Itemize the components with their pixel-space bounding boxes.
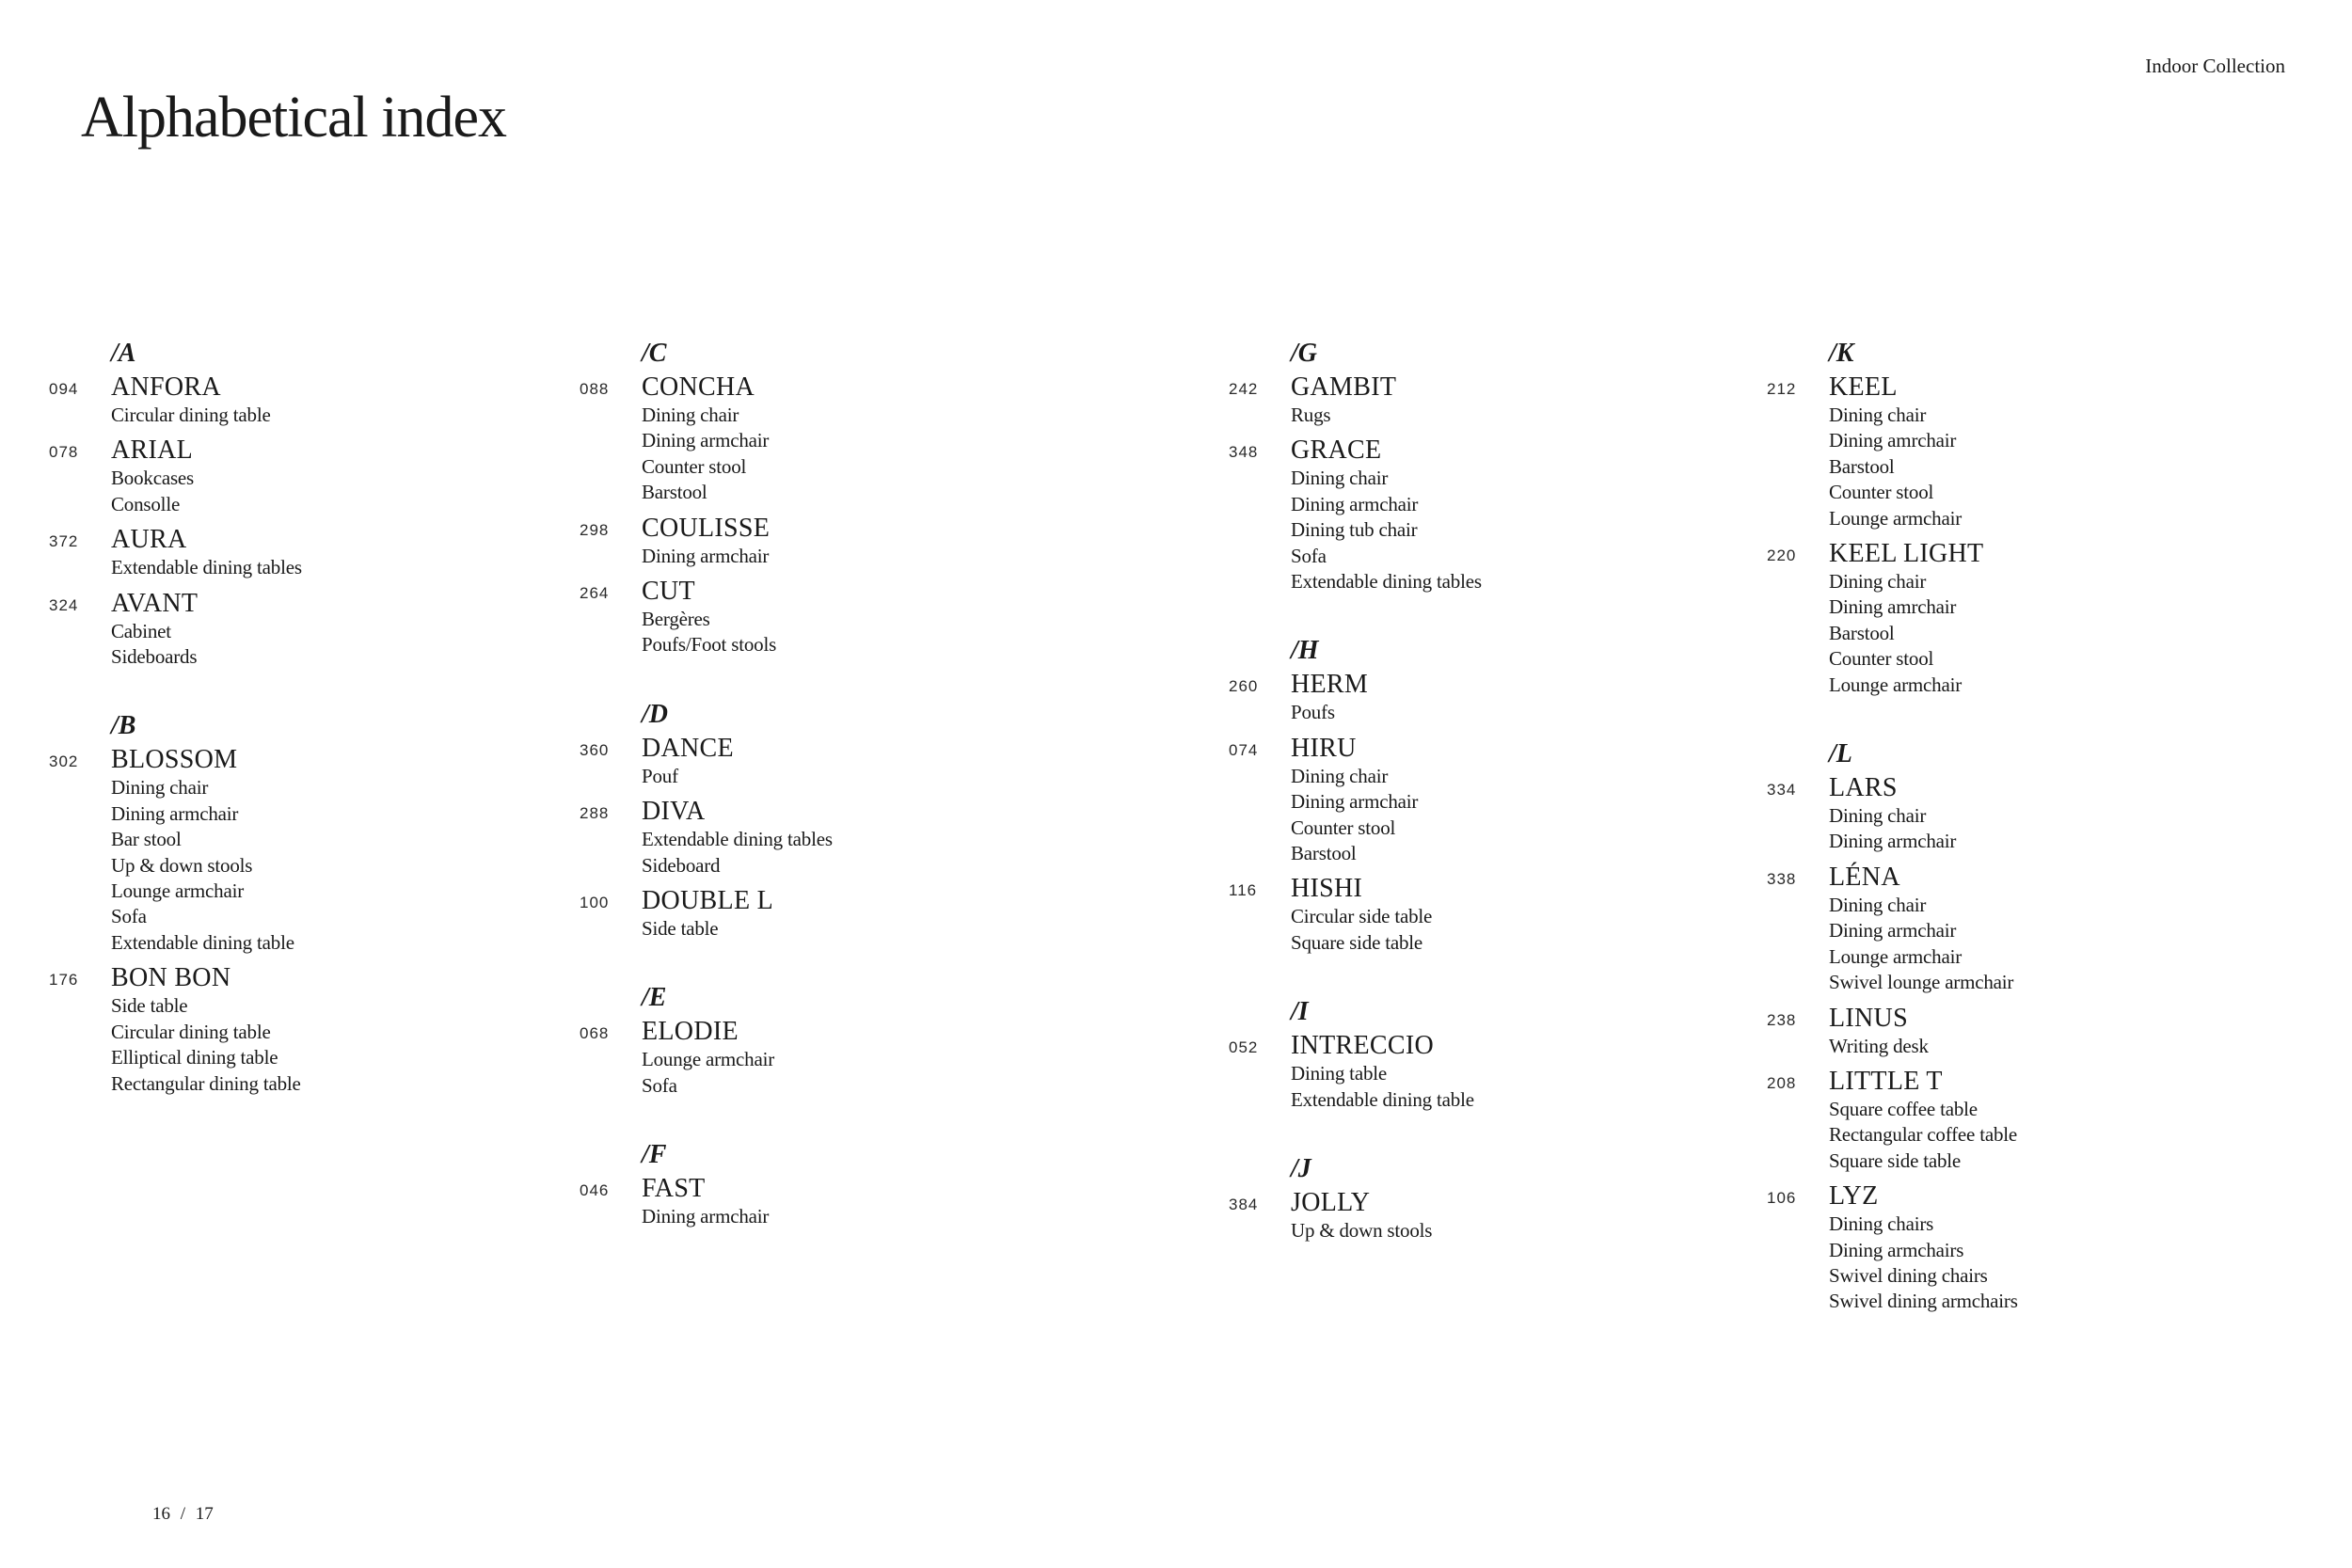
entry-page-number: 348 (1229, 443, 1259, 462)
entry-name: COULISSE (642, 513, 771, 543)
index-entry (1767, 1066, 2230, 1174)
entry-item: Barstool (642, 481, 707, 504)
entry-items (111, 555, 512, 580)
entry-item: Elliptical dining table (111, 1046, 278, 1069)
entry-item: Cabinet (111, 619, 171, 642)
entry-item: Side table (642, 917, 719, 941)
entry-page-number: 212 (1767, 380, 1797, 398)
entry-item: Lounge armchair (111, 879, 245, 903)
index-entry (580, 1017, 1042, 1099)
entry-name: LINUS (1829, 1003, 1908, 1033)
entry-name: JOLLY (1291, 1188, 1371, 1218)
entry-item: Circular dining table (111, 404, 271, 426)
entry-name: AURA (111, 525, 187, 555)
entry-item: Counter stool (1291, 816, 1396, 839)
letter-heading: /C (642, 339, 667, 368)
entry-items (642, 827, 1042, 879)
entry-name: LITTLE T (1829, 1066, 1943, 1096)
entry-name: LYZ (1829, 1181, 1879, 1212)
entry-item: Square side table (1829, 1148, 1962, 1172)
entry-item: Sofa (111, 905, 147, 928)
entry-page-number: 338 (1767, 869, 1797, 888)
entry-items (1291, 764, 1692, 867)
entry-name: LARS (1829, 773, 1898, 803)
entry-item: Dining armchair (1829, 919, 1957, 942)
entry-name: DIVA (642, 797, 706, 827)
entry-item: Dining armchair (1291, 492, 1419, 515)
entry-item: Extendable dining table (111, 930, 294, 954)
entry-items (1829, 403, 2230, 531)
entry-name: DOUBLE L (642, 886, 774, 916)
index-entry (49, 372, 512, 428)
entry-item: Dining table (1291, 1062, 1387, 1085)
index-column (1229, 335, 1692, 1282)
entry-page-number: 078 (49, 443, 79, 462)
entry-items (1829, 569, 2230, 698)
index-entry (580, 733, 1042, 789)
entry-item: Dining chair (111, 776, 209, 800)
entry-items (111, 775, 512, 956)
entry-items (1291, 1218, 1692, 1243)
entry-item: Barstool (1829, 454, 1895, 478)
entry-item: Square side table (1291, 930, 1423, 954)
index-column (49, 335, 512, 1134)
entry-page-number: 052 (1229, 1038, 1259, 1057)
entry-item: Swivel dining armchairs (1829, 1290, 2018, 1313)
letter-group (1229, 335, 1692, 594)
entry-page-number: 384 (1229, 1196, 1259, 1214)
index-entry (580, 372, 1042, 506)
index-entry (49, 525, 512, 580)
entry-items (1829, 1034, 2230, 1059)
entry-item: Dining armchairs (1829, 1238, 1964, 1261)
letter-heading: /F (642, 1140, 667, 1170)
entry-page-number: 046 (580, 1181, 610, 1200)
entry-item: Counter stool (1829, 481, 1934, 504)
letter-group (580, 696, 1042, 942)
entry-page-number: 242 (1229, 380, 1259, 398)
entry-item: Sofa (642, 1073, 677, 1097)
entry-item: Rectangular coffee table (1829, 1123, 2018, 1147)
letter-heading: /E (642, 983, 667, 1013)
entry-name: HERM (1291, 670, 1369, 700)
entry-items (642, 1204, 1042, 1229)
entry-item: Sideboards (111, 645, 198, 669)
letter-heading: /L (1829, 739, 1852, 769)
entry-items (111, 993, 512, 1097)
index-column (580, 335, 1042, 1268)
entry-name: BLOSSOM (111, 745, 238, 775)
entry-name: HIRU (1291, 733, 1357, 763)
index-entry (1229, 874, 1692, 956)
index-entry (1767, 862, 2230, 996)
letter-heading: /A (111, 339, 136, 368)
index-entry (1229, 372, 1692, 428)
entry-item: Extendable dining tables (1291, 570, 1482, 594)
entry-name: GRACE (1291, 436, 1382, 466)
entry-name: GAMBIT (1291, 372, 1397, 402)
entry-name: KEEL (1829, 372, 1898, 402)
entry-item: Circular dining table (111, 1020, 271, 1043)
entry-name: CONCHA (642, 372, 755, 402)
entry-item: Dining armchair (642, 429, 770, 452)
letter-heading: /D (642, 699, 668, 729)
letter-group (580, 335, 1042, 658)
entry-item: Dining chair (1829, 804, 1927, 828)
entry-item: Dining chair (1829, 404, 1927, 426)
entry-item: Bar stool (111, 828, 182, 851)
entry-items (1291, 466, 1692, 594)
entry-items (1291, 403, 1692, 428)
entry-name: CUT (642, 577, 695, 607)
entry-page-number: 100 (580, 894, 610, 912)
index-column (1767, 335, 2230, 1353)
entry-page-number: 298 (580, 520, 610, 539)
entry-item: Dining chair (1829, 893, 1927, 916)
collection-label: Indoor Collection (2145, 55, 2285, 77)
entry-item: Poufs/Foot stools (642, 633, 777, 657)
entry-item: Side table (111, 994, 188, 1018)
entry-page-number: 288 (580, 804, 610, 823)
entry-item: Dining chair (1291, 764, 1389, 787)
entry-item: Bergères (642, 608, 710, 631)
entry-item: Lounge armchair (1829, 944, 1963, 968)
entry-name: DANCE (642, 733, 734, 763)
entry-name: HISHI (1291, 874, 1363, 904)
index-entry (1229, 1031, 1692, 1113)
entry-name: LÉNA (1829, 862, 1900, 892)
entry-item: Barstool (1291, 842, 1357, 865)
index-entry (49, 588, 512, 671)
entry-page-number: 238 (1767, 1010, 1797, 1029)
entry-item: Swivel lounge armchair (1829, 971, 2014, 994)
index-entry (1767, 539, 2230, 698)
entry-item: Writing desk (1829, 1034, 1929, 1057)
entry-page-number: 260 (1229, 677, 1259, 696)
entry-item: Dining armchair (1291, 790, 1419, 814)
entry-items (642, 764, 1042, 789)
entry-item: Poufs (1291, 701, 1335, 724)
entry-item: Dining armchair (111, 801, 239, 825)
letter-heading: /H (1291, 636, 1319, 666)
entry-item: Dining chairs (1829, 1212, 1934, 1236)
entry-item: Swivel dining chairs (1829, 1263, 1988, 1287)
entry-items (1291, 700, 1692, 725)
entry-item: Dining chair (642, 404, 739, 426)
entry-item: Dining armchair (642, 1205, 770, 1228)
entry-item: Lounge armchair (1829, 506, 1963, 530)
page-title: Alphabetical index (81, 86, 506, 150)
entry-item: Counter stool (1829, 647, 1934, 671)
letter-heading: /I (1291, 997, 1309, 1027)
entry-page-number: 220 (1767, 546, 1797, 565)
letter-group (1767, 335, 2230, 698)
entry-page-number: 334 (1767, 781, 1797, 800)
entry-items (1829, 1212, 2230, 1315)
entry-items (1291, 904, 1692, 956)
index-entry (1767, 1181, 2230, 1315)
entry-name: INTRECCIO (1291, 1031, 1435, 1061)
entry-page-number: 372 (49, 532, 79, 551)
index-entry (580, 577, 1042, 658)
entry-item: Rectangular dining table (111, 1071, 301, 1095)
entry-page-number: 088 (580, 380, 610, 398)
entry-page-number: 106 (1767, 1189, 1797, 1208)
index-entry (580, 1174, 1042, 1229)
entry-name: BON BON (111, 963, 231, 993)
entry-item: Up & down stools (111, 853, 253, 877)
entry-name: FAST (642, 1174, 706, 1204)
entry-item: Consolle (111, 492, 181, 515)
index-entry (1229, 733, 1692, 867)
index-entry (580, 513, 1042, 569)
entry-item: Extendable dining tables (642, 828, 833, 851)
entry-item: Bookcases (111, 467, 195, 490)
entry-name: ELODIE (642, 1017, 739, 1047)
entry-item: Counter stool (642, 454, 747, 478)
entry-name: ARIAL (111, 436, 194, 466)
entry-page-number: 264 (580, 584, 610, 603)
index-entry (1229, 670, 1692, 725)
letter-group (1767, 736, 2230, 1315)
entry-item: Up & down stools (1291, 1219, 1433, 1243)
entry-name: KEEL LIGHT (1829, 539, 1984, 569)
entry-item: Square coffee table (1829, 1097, 1978, 1120)
index-entry (1767, 1003, 2230, 1059)
entry-items (642, 1047, 1042, 1099)
entry-items (1829, 1097, 2230, 1174)
index-entry (580, 886, 1042, 942)
entry-item: Barstool (1829, 621, 1895, 644)
letter-group (580, 1136, 1042, 1229)
page-numbers: 16 / 17 (152, 1504, 214, 1524)
entry-page-number: 208 (1767, 1073, 1797, 1092)
entry-items (642, 916, 1042, 942)
entry-name: ANFORA (111, 372, 221, 402)
entry-item: Rugs (1291, 404, 1331, 426)
entry-item: Dining armchair (1829, 830, 1957, 853)
letter-heading: /J (1291, 1154, 1311, 1184)
entry-page-number: 074 (1229, 740, 1259, 759)
entry-item: Dining tub chair (1291, 518, 1418, 542)
entry-items (1829, 893, 2230, 996)
entry-item: Sofa (1291, 544, 1327, 567)
letter-group (1229, 1150, 1692, 1243)
index-entry (49, 436, 512, 517)
entry-item: Lounge armchair (642, 1048, 775, 1071)
entry-page-number: 302 (49, 752, 79, 771)
letter-group (49, 707, 512, 1096)
entry-items (111, 403, 512, 428)
index-entry (580, 797, 1042, 879)
index-entry (1767, 773, 2230, 855)
index-entry (49, 745, 512, 956)
entry-item: Lounge armchair (1829, 673, 1963, 696)
entry-item: Extendable dining tables (111, 556, 302, 579)
entry-page-number: 360 (580, 740, 610, 759)
letter-heading: /G (1291, 339, 1317, 368)
entry-items (111, 466, 512, 517)
entry-items (1829, 803, 2230, 855)
entry-page-number: 068 (580, 1024, 610, 1043)
letter-group (1229, 632, 1692, 956)
entry-item: Dining amrchair (1829, 429, 1957, 452)
entry-page-number: 094 (49, 380, 79, 398)
entry-items (642, 607, 1042, 658)
entry-items (642, 403, 1042, 506)
entry-item: Circular side table (1291, 905, 1433, 928)
letter-group (49, 335, 512, 670)
index-entry (49, 963, 512, 1097)
letter-group (580, 979, 1042, 1099)
entry-page-number: 324 (49, 595, 79, 614)
letter-heading: /K (1829, 339, 1854, 368)
index-entry (1229, 1188, 1692, 1243)
entry-items (111, 619, 512, 671)
entry-item: Dining chair (1291, 467, 1389, 490)
entry-name: AVANT (111, 588, 199, 618)
entry-item: Sideboard (642, 853, 721, 877)
entry-page-number: 176 (49, 971, 79, 990)
index-entry (1229, 436, 1692, 594)
index-entry (1767, 372, 2230, 531)
entry-item: Dining chair (1829, 570, 1927, 594)
entry-item: Dining amrchair (1829, 595, 1957, 619)
entry-page-number: 116 (1229, 881, 1258, 900)
entry-items (642, 544, 1042, 569)
entry-item: Dining armchair (642, 544, 770, 567)
entry-item: Extendable dining table (1291, 1087, 1474, 1111)
entry-items (1291, 1061, 1692, 1113)
letter-heading: /B (111, 711, 136, 741)
entry-item: Pouf (642, 764, 678, 787)
letter-group (1229, 993, 1692, 1113)
